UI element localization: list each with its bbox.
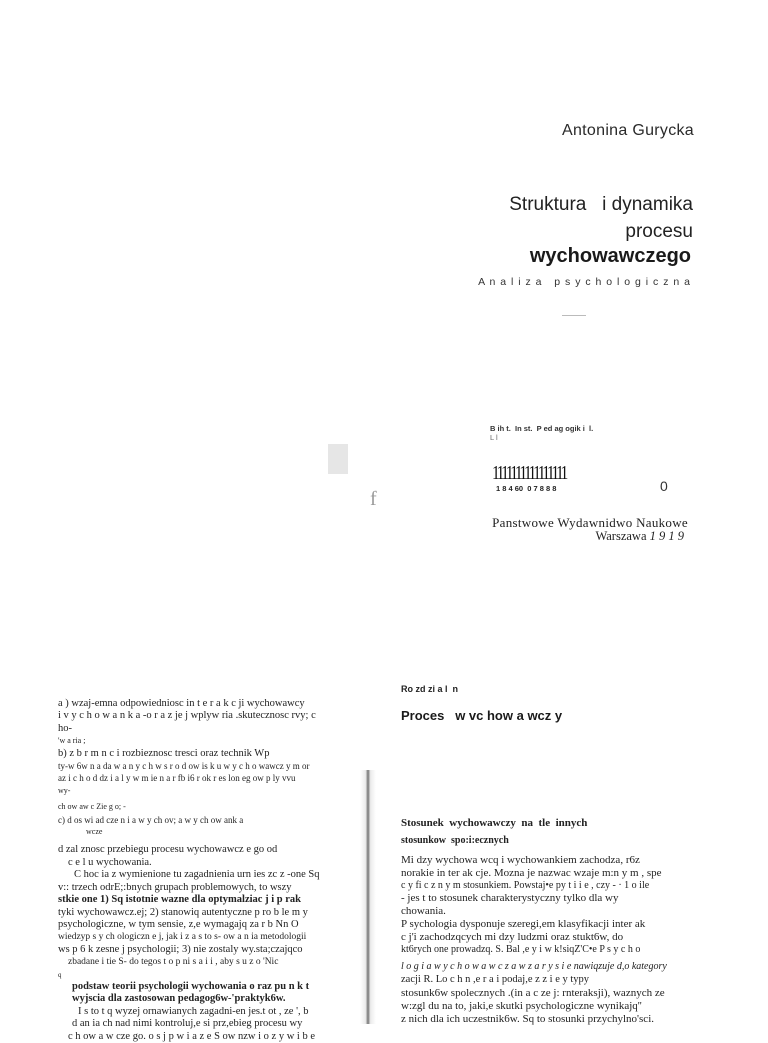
text-line: c e l u wychowania. [68,856,152,868]
text-line: wyjscia dla zastosowan pedagog6w-'praktyk6w. [72,993,286,1005]
text-line: tyki wychowawcz.ej; 2) stanowiq autentyczne p ro b le m y [58,906,308,918]
text-line: wcze [86,827,103,837]
text-line: zbadane i tie S- do tegos t o p ni s a i i , aby s u z o 'Nic [68,957,279,968]
text-line: psychologiczne, w tym sensie, z,e wymagajq za r b Nn O [58,918,299,930]
text-line: c) d os wi ad cze n i a w y ch ov; a w y ch ow ank a [58,814,244,825]
publication-place: Warszawa [595,529,647,543]
text-line: stosunk6w spolecznych .(in a c ze j: rnteraksji), waznych ze [401,986,665,999]
barcode-number: 1 8 4 60 0 7 8 8 8 [496,484,557,493]
text-line: I s to t q wyzej ornawianych zagadni-en jes.t ot , ze ', b [78,1005,309,1017]
book-subtitle: A n a l i z a p s y c h o l o g i c z n a [478,276,691,288]
scan-margin-mark: f [370,488,377,510]
text-line: 'w a ria ; [58,736,86,746]
right-page-text [401,684,731,1025]
text-line: c y fi c z n y m stosunkiem. Powstaj•e py t i i e , czy - · 1 o ile [401,879,650,891]
text-line: C hoc ia z wymienione tu zagadnienia urn ies zc z -one Sq [74,869,320,881]
scan-shadow-block [328,444,348,474]
text-line: b) z b r m n c i rozbieznosc tresci oraz technik Wp [58,747,270,759]
text-line: w:zgl du na to, jaki,e skutki psychologiczne wynikajq'' [401,999,642,1012]
text-line: ch ow aw c Zie g o; - [58,802,126,812]
text-line: Mi dzy wychowa wcq i wychowankiem zachodza, r6z [401,854,640,866]
library-stamp-line-2: L l [490,433,498,442]
text-line: v:: trzech odrE;:bnych grupach problemowych, to wszy [58,881,292,893]
text-line: chowania. [401,905,446,918]
text-line: P sychologia dysponuje szeregi,em klasyfikacji inter ak [401,917,646,930]
barcode-side-mark: 0 [660,478,668,494]
book-gutter-shadow [360,770,376,1024]
left-page-text [58,698,353,1043]
text-line: ho- [58,722,72,734]
text-line: wiedzyp s y ch ologiczn e j, jak i z a s to s- ow a n ia metodologii [58,932,307,943]
barcode: 1111111111111111 [492,462,566,484]
text-line: l o g i a w y c h o w a w c z a w z a r y s i e nawiqzuje d,o kategory [401,961,667,973]
text-line: c j'i zachodzqcych mi dzy ludzmi oraz stukt6w, do [401,930,624,943]
text-line: kt6rych one prowadzq. S. Bal ,e y i w k!siqZ'C•e P s y c h o [401,943,641,955]
text-line: d zal znosc przebiegu procesu wychowawcz e go od [58,844,278,856]
text-line: norakie in ter ak cje. Mozna je nazwac wzaje m:n y m , spe [401,866,662,879]
book-title-line-3: wychowawczego [529,245,691,267]
text-line: ws p 6 k zesne j psychologii; 3) nie zostaly wy.sta;czajqco [58,943,303,955]
text-line: c h ow a w cze go. o s j p w i a z e S ow nzw i o z y w i b e [68,1030,315,1042]
section-heading: Stosunek wychowawczy na tle innych [401,817,588,829]
book-title-line-1: Struktura i dynamika [509,194,693,215]
text-line: - jes t to stosunek charakterystyczny tylko dla wy [401,892,619,905]
text-line: az i c h o d dz i a l y w m ie n a r fb i6 r ok r es lon eg ow p ly vvu [58,773,296,784]
text-line: zacji R. Lo c h n ,e r a i podaj,e z z i e y typy [401,974,590,986]
text-line: a ) wzaj-emna odpowiedniosc in t e r a k c ji wychowawcy [58,698,305,709]
text-line: i v y c h o w a n k a -o r a z je j wplyw ria .skutecznosc rvy; c [58,710,316,722]
library-stamp-line-1: B ih t. In st. P ed ag ogik i l. [490,424,594,433]
body-paragraph [401,854,731,1025]
book-title-line-2: procesu [625,221,693,242]
text-line: wy- [58,785,71,795]
text-line: ty-w 6w n a da w a n y c h w s r o d ow is k u w y c h o wawcz y m or [58,761,310,772]
author-name: Antonina Gurycka [562,122,694,139]
publisher-name: Panstwowe Wydawnidwo Naukowe [492,515,688,530]
publication-year: 1 9 1 9 [649,529,684,543]
chapter-label: Ro zd zi a l n [401,684,459,694]
text-line: z nich dla ich uczestnik6w. Sq to stosunki przychylno'sci. [401,1012,654,1025]
text-line: q [58,970,62,979]
chapter-title: Proces w vc how a wcz y [401,708,563,723]
text-line: d an ia ch nad nimi kontroluj,e si prz,ebieg procesu wy [72,1018,303,1030]
publication-place-year [595,529,684,544]
text-line: podstaw teorii psychologii wychowania o raz pu n k t [72,980,310,992]
section-heading-continued: stosunkow spo:i:ecznych [401,835,509,846]
text-line: stkie one 1) Sq istotnie wazne dla optymalziac j i p rak [58,894,301,906]
scan-speck [562,315,586,316]
